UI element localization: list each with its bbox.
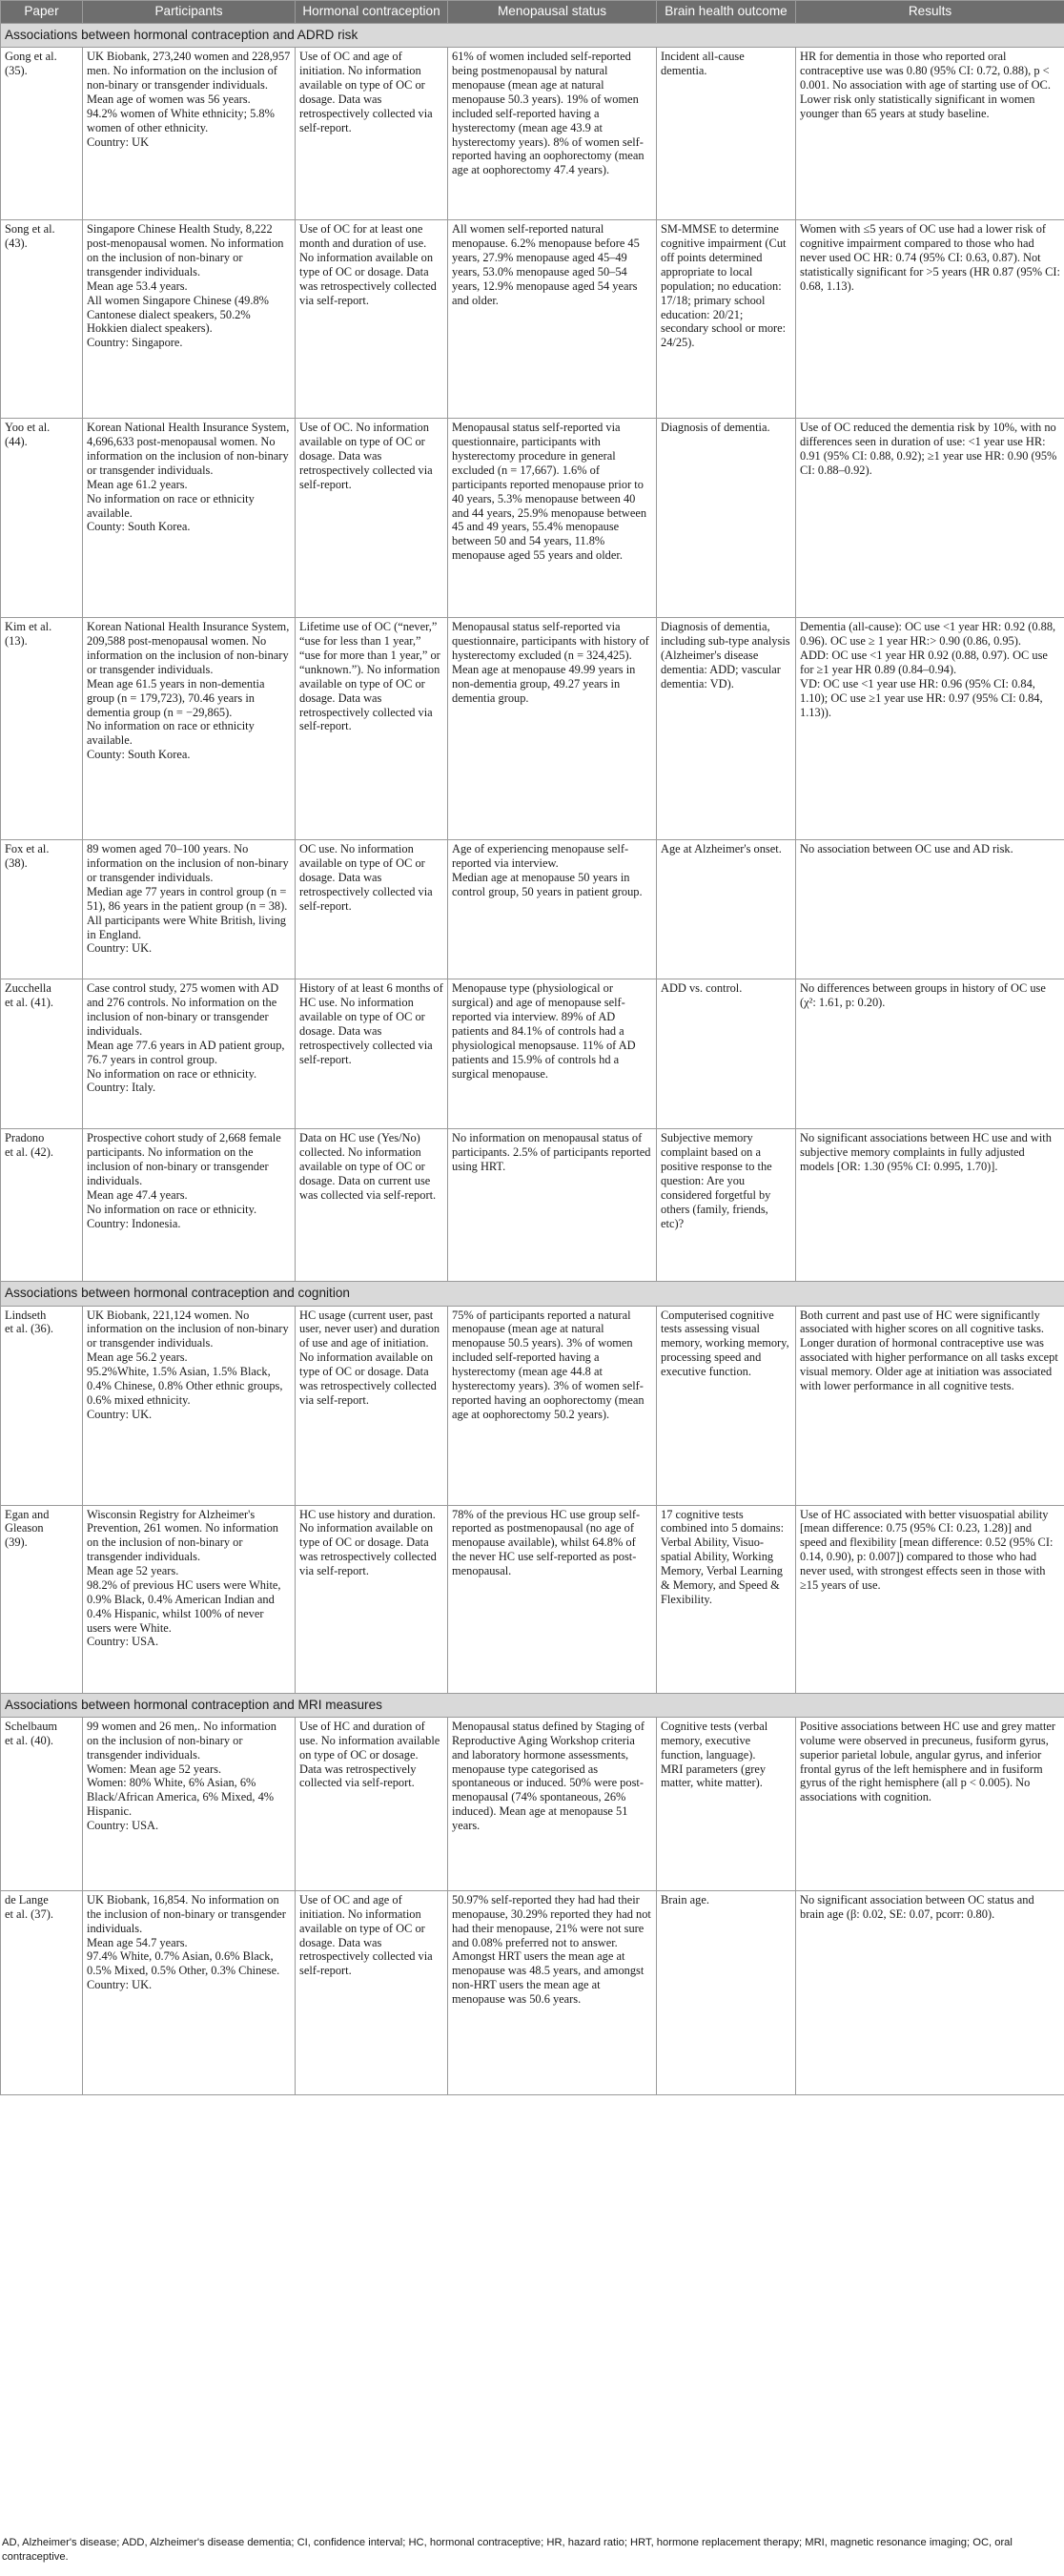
cell-text-line: No information on menopausal status of participants. 2.5% of participants reported using HRT.	[452, 1131, 651, 1174]
cell-text-line: Mean age 54.7 years.	[87, 1935, 188, 1949]
header-menopausal-status: Menopausal status	[448, 1, 657, 24]
cell-text-line: Computerised cognitive tests assessing visual memory, working memory, processing speed and executive function.	[661, 1308, 789, 1379]
paper-citation-line: (39).	[5, 1535, 28, 1550]
menopausal-status-cell	[448, 419, 657, 618]
table-row	[1, 1306, 1064, 1505]
cell-text-line: 95.2%White, 1.5% Asian, 1.5% Black, 0.4% Chinese, 0.8% Other ethnic groups, 0.6% mixed ethnicity.	[87, 1365, 283, 1407]
paper-cell	[1, 1306, 83, 1505]
hormonal-contraception-cell	[296, 48, 448, 220]
paper-citation-line: Schelbaum	[5, 1719, 58, 1733]
brain-health-outcome-cell	[657, 840, 796, 979]
cell-text-line: Mean age 77.6 years in AD patient group, 76.7 years in control group.	[87, 1038, 285, 1066]
cell-text-line: Women with ≤5 years of OC use had a lower risk of cognitive impairment compared to those who had never used OC HR: 0.74 (95% CI: 0.63, 0.87). Not statistically significant for >5 years (HR 0.87 (95% CI: 0.68, 1.13).	[800, 222, 1060, 293]
hormonal-contraception-cell	[296, 840, 448, 979]
table-row	[1, 979, 1064, 1129]
table-row	[1, 1717, 1064, 1890]
section-title: Associations between hormonal contraception and ADRD risk	[1, 23, 1064, 47]
menopausal-status-cell	[448, 1890, 657, 2094]
header-paper: Paper	[1, 1, 83, 24]
cell-text-line: 99 women and 26 men,. No information on the inclusion of non-binary or transgender individuals.	[87, 1719, 276, 1762]
results-cell	[796, 1505, 1064, 1693]
cell-text-line: Age at Alzheimer's onset.	[661, 842, 782, 856]
paper-citation-line: et al. (40).	[5, 1733, 53, 1747]
section-title: Associations between hormonal contraception and MRI measures	[1, 1693, 1064, 1717]
paper-citation-line: Pradono	[5, 1131, 45, 1145]
participants-cell	[83, 1505, 296, 1693]
paper-citation-line: et al. (41).	[5, 996, 53, 1010]
cell-text-line: UK Biobank, 221,124 women. No information on the inclusion of non-binary or transgender individuals.	[87, 1308, 289, 1350]
cell-text-line: Use of OC reduced the dementia risk by 10%, with no differences seen in duration of use: <1 year use HR: 0.91 (95% CI: 0.88, 0.92); ≥1 year use HR: 0.90 (95% CI: 0.88–0.92).	[800, 421, 1057, 477]
cell-text-line: Mean age of women was 56 years.	[87, 92, 251, 106]
table-footnote: AD, Alzheimer's disease; ADD, Alzheimer's disease dementia; CI, confidence interval; HC, hormonal contraceptive; HR, hazard ratio; HRT, hormone replacement therapy; MRI, magnetic resonance imaging; OC, oral contraceptive.	[2, 2537, 1013, 2563]
participants-cell	[83, 419, 296, 618]
cell-text-line: Case control study, 275 women with AD and 276 controls. No information on the inclusion of non-binary or transgender individuals.	[87, 981, 279, 1038]
cell-text-line: No significant associations between HC use and with subjective memory complaints in fully adjusted models [OR: 1.30 (95% CI: 0.995, 1.70)].	[800, 1131, 1052, 1174]
table-header-row	[1, 1, 1064, 24]
paper-citation-line: Fox et al.	[5, 842, 50, 856]
paper-citation-line: de Lange	[5, 1892, 49, 1906]
cell-text-line: All women self-reported natural menopause. 6.2% menopause before 45 years, 27.9% menopause aged 45–49 years, 53.0% menopause aged 50–54 years, 12.9% menopause aged 54 years and older.	[452, 222, 640, 307]
cell-text-line: Country: UK.	[87, 1407, 153, 1421]
hormonal-contraception-cell	[296, 220, 448, 419]
brain-health-outcome-cell	[657, 1505, 796, 1693]
cell-text-line: Both current and past use of HC were significantly associated with higher scores on all cognitive tasks. Longer duration of hormonal contraceptive use was associated with higher performance on all tasks except visual memory. Older age at initiation was associated with lower performance in all cognitive tests.	[800, 1308, 1058, 1392]
results-cell	[796, 1890, 1064, 2094]
menopausal-status-cell	[448, 220, 657, 419]
table-row	[1, 1129, 1064, 1282]
cell-text-line: Lifetime use of OC (“never,” “use for less than 1 year,” “use for more than 1 year,” or “unknown.”). No information available on type of OC or dosage. Data was retrospectively collected via self-report.	[299, 620, 440, 733]
cell-text-line: Mean age 53.4 years.	[87, 278, 188, 293]
table-row	[1, 840, 1064, 979]
cell-text-line: 94.2% women of White ethnicity; 5.8% women of other ethnicity.	[87, 106, 275, 134]
cell-text-line: Country: Singapore.	[87, 336, 183, 350]
cell-text-line: Country: UK	[87, 134, 150, 149]
results-cell	[796, 1717, 1064, 1890]
cell-text-line: Diagnosis of dementia, including sub-type analysis (Alzheimer's disease dementia: ADD; vascular dementia: VD).	[661, 620, 790, 690]
hormonal-contraception-cell	[296, 1306, 448, 1505]
cell-text-line: County: South Korea.	[87, 748, 191, 762]
header-results: Results	[796, 1, 1064, 24]
cell-text-line: No significant association between OC status and brain age (β: 0.02, SE: 0.07, pcorr: 0.80).	[800, 1892, 1034, 1921]
cell-text-line: 98.2% of previous HC users were White, 0.9% Black, 0.4% American Indian and 0.4% Hispanic, whilst 100% of never users were White.	[87, 1577, 281, 1635]
cell-text-line: Menopausal status defined by Staging of Reproductive Aging Workshop criteria and laboratory hormone assessments, menopause type categorised as spontaneous or induced. 50% were post-menopausal (74% spontaneous, 26% induced). Mean age at menopause 51 years.	[452, 1719, 645, 1833]
paper-citation-line: Song et al.	[5, 222, 55, 237]
cell-text-line: Menopausal status self-reported via questionnaire, participants with hysterectomy procedure in general excluded (n = 17,667). 1.6% of participants reported menopause prior to 40 years, 5.3% menopause between 40 and 44 years, 25.9% menopause between 45 and 49 years, 55.4% menopause between 50 and 54 years, 11.8% menopause aged 55 years and older.	[452, 421, 647, 563]
participants-cell	[83, 1306, 296, 1505]
cell-text-line: No differences between groups in history of OC use (χ²: 1.61, p: 0.20).	[800, 981, 1046, 1010]
brain-health-outcome-cell	[657, 1306, 796, 1505]
cell-text-line: OC use. No information available on type of OC or dosage. Data was retrospectively collected via self-report.	[299, 842, 433, 913]
paper-citation-line: (43).	[5, 237, 28, 251]
menopausal-status-cell	[448, 618, 657, 840]
cell-text-line: No association between OC use and AD risk.	[800, 842, 1013, 856]
table-row	[1, 419, 1064, 618]
cell-text-line: Median age at menopause 50 years in control group, 50 years in patient group.	[452, 871, 643, 898]
table-row	[1, 618, 1064, 840]
menopausal-status-cell	[448, 840, 657, 979]
cell-text-line: SM-MMSE to determine cognitive impairment (Cut off points determined appropriate to local population; no education: 17/18; primary school education: 20/21; secondary school or more: 24/25).	[661, 222, 787, 350]
cell-text-line: VD: OC use <1 year use HR: 0.96 (95% CI: 0.84, 1.10); OC use ≥1 year use HR: 0.97 (95% CI: 0.84, 1.13)).	[800, 676, 1043, 719]
cell-text-line: Mean age 47.4 years.	[87, 1187, 188, 1202]
cell-text-line: 75% of participants reported a natural menopause (mean age at natural menopause 50.5 years). 3% of women included self-reported having a hysterectomy (mean age 44.8 at hysterectomy years). 3% of women self-reported having an oophorectomy (mean age at oophorectomy 50.2 years).	[452, 1308, 645, 1421]
paper-citation-line: Gleason	[5, 1521, 44, 1535]
paper-cell	[1, 1129, 83, 1282]
cell-text-line: Country: Indonesia.	[87, 1216, 181, 1230]
cell-text-line: ADD: OC use <1 year HR 0.92 (0.88, 0.97). OC use for ≥1 year HR 0.89 (0.84–0.94).	[800, 649, 1048, 676]
cell-text-line: Diagnosis of dementia.	[661, 421, 770, 435]
table-body	[1, 23, 1064, 2094]
cell-text-line: All participants were White British, living in England.	[87, 913, 286, 941]
brain-health-outcome-cell	[657, 419, 796, 618]
paper-citation-line: et al. (36).	[5, 1322, 53, 1336]
cell-text-line: Country: UK.	[87, 941, 153, 956]
cell-text-line: Positive associations between HC use and grey matter volume were observed in precuneus, fusiform gyrus, superior parietal lobule, angular gyrus, and inferior frontal gyrus of the left hemisphere and in fusiform gyrus of the right hemisphere (all p < 0.005). No associations with cognition.	[800, 1719, 1056, 1804]
cell-text-line: No information on race or ethnicity.	[87, 1066, 257, 1081]
hormonal-contraception-cell	[296, 618, 448, 840]
results-cell	[796, 840, 1064, 979]
participants-cell	[83, 840, 296, 979]
hormonal-contraception-cell	[296, 1129, 448, 1282]
brain-health-outcome-cell	[657, 1717, 796, 1890]
cell-text-line: History of at least 6 months of HC use. No information available on type of OC or dosage. Data was retrospectively collected via self-report.	[299, 981, 443, 1066]
cell-text-line: Use of HC and duration of use. No information available on type of OC or dosage. Data was retrospectively collected via self-report.	[299, 1719, 440, 1790]
paper-cell	[1, 48, 83, 220]
cell-text-line: No information on race or ethnicity available.	[87, 719, 255, 748]
participants-cell	[83, 1717, 296, 1890]
paper-citation-line: et al. (42).	[5, 1145, 53, 1160]
results-cell	[796, 1129, 1064, 1282]
hormonal-contraception-cell	[296, 979, 448, 1129]
paper-citation-line: et al. (37).	[5, 1906, 53, 1921]
section-header-row	[1, 1693, 1064, 1717]
results-cell	[796, 48, 1064, 220]
cell-text-line: Use of HC associated with better visuospatial ability [mean difference: 0.75 (95% CI: 0.23, 1.28)] and speed and flexibility [mean difference: 0.52 (95% CI: 0.14, 0.90), p: 0.007]) compared to those who had never used, with strongest effects seen in those with ≥15 years of use.	[800, 1507, 1054, 1592]
paper-cell	[1, 1505, 83, 1693]
cell-text-line: County: South Korea.	[87, 520, 191, 534]
paper-cell	[1, 979, 83, 1129]
cell-text-line: Age of experiencing menopause self-reported via interview.	[452, 842, 629, 871]
cell-text-line: Women: Mean age 52 years.	[87, 1762, 222, 1776]
menopausal-status-cell	[448, 1505, 657, 1693]
paper-cell	[1, 419, 83, 618]
cell-text-line: Mean age 61.5 years in non-dementia group (n = 179,723), 70.46 years in dementia group (n = −29,865).	[87, 676, 265, 719]
menopausal-status-cell	[448, 1306, 657, 1505]
cell-text-line: 61% of women included self-reported being postmenopausal by natural menopause (mean age at natural menopause 50.3 years). 19% of women included self-reported having a hysterectomy (mean age 43.9 at hysterectomy years). 8% of women self-reported having an oophorectomy (mean age at oophorectomy 47.4 years).	[452, 50, 645, 177]
hormonal-contraception-cell	[296, 1890, 448, 2094]
hormonal-contraception-cell	[296, 1717, 448, 1890]
header-participants: Participants	[83, 1, 296, 24]
cell-text-line: 17 cognitive tests combined into 5 domains: Verbal Ability, Visuo-spatial Ability, Working Memory, Verbal Learning & Memory, and Speed & Flexibility.	[661, 1507, 785, 1606]
cell-text-line: Korean National Health Insurance System, 209,588 post-menopausal women. No information on the inclusion of non-binary or transgender individuals.	[87, 620, 290, 676]
cell-text-line: UK Biobank, 16,854. No information on the inclusion of non-binary or transgender individuals.	[87, 1892, 286, 1935]
cell-text-line: Mean age 56.2 years.	[87, 1350, 188, 1365]
results-cell	[796, 618, 1064, 840]
cell-text-line: Country: UK.	[87, 1978, 153, 1992]
cell-text-line: No information on race or ethnicity available.	[87, 491, 255, 520]
cell-text-line: Use of OC and age of initiation. No information available on type of OC or dosage. Data was retrospectively collected via self-report.	[299, 50, 433, 134]
section-header-row	[1, 1282, 1064, 1306]
paper-citation-line: Zucchella	[5, 981, 51, 996]
cell-text-line: Women: 80% White, 6% Asian, 6% Black/African America, 6% Mixed, 4% Hispanic.	[87, 1776, 275, 1819]
table-row	[1, 48, 1064, 220]
brain-health-outcome-cell	[657, 1890, 796, 2094]
cell-text-line: 97.4% White, 0.7% Asian, 0.6% Black, 0.5% Mixed, 0.5% Other, 0.3% Chinese.	[87, 1949, 280, 1978]
cell-text-line: Country: USA.	[87, 1635, 159, 1649]
participants-cell	[83, 979, 296, 1129]
brain-health-outcome-cell	[657, 220, 796, 419]
brain-health-outcome-cell	[657, 48, 796, 220]
cell-text-line: UK Biobank, 273,240 women and 228,957 men. No information on the inclusion of non-binary or transgender individuals.	[87, 50, 291, 93]
menopausal-status-cell	[448, 48, 657, 220]
cell-text-line: Brain age.	[661, 1892, 709, 1906]
brain-health-outcome-cell	[657, 618, 796, 840]
hormonal-contraception-cell	[296, 419, 448, 618]
cell-text-line: HR for dementia in those who reported oral contraceptive use was 0.80 (95% CI: 0.72, 0.88), p < 0.001. No association with age of starting use of OC. Lower risk only statistically significant in women younger than 65 years at study baseline.	[800, 50, 1051, 120]
cell-text-line: Use of OC. No information available on type of OC or dosage. Data was retrospectively collected via self-report.	[299, 421, 433, 491]
participants-cell	[83, 1890, 296, 2094]
results-cell	[796, 220, 1064, 419]
brain-health-outcome-cell	[657, 979, 796, 1129]
paper-citation-line: Kim et al.	[5, 620, 52, 634]
cell-text-line: Menopausal status self-reported via questionnaire, participants with history of hysterectomy excluded (n = 324,425). Mean age at menopause 49.99 years in non-dementia group, 49.27 years in dementia group.	[452, 620, 649, 705]
paper-cell	[1, 1717, 83, 1890]
cell-text-line: Mean age 61.2 years.	[87, 477, 188, 491]
paper-cell	[1, 618, 83, 840]
brain-health-outcome-cell	[657, 1129, 796, 1282]
paper-citation-line: (44).	[5, 435, 28, 449]
results-cell	[796, 419, 1064, 618]
cell-text-line: All women Singapore Chinese (49.8% Cantonese dialect speakers, 50.2% Hokkien dialect speakers).	[87, 293, 269, 336]
cell-text-line: Median age 77 years in control group (n = 51), 86 years in the patient group (n = 38).	[87, 884, 288, 913]
table-row	[1, 1505, 1064, 1693]
cell-text-line: Incident all-cause dementia.	[661, 50, 745, 78]
cell-text-line: MRI parameters (grey matter, white matter).	[661, 1762, 767, 1790]
table-row	[1, 220, 1064, 419]
cell-text-line: No information on race or ethnicity.	[87, 1202, 257, 1216]
cell-text-line: Mean age 52 years.	[87, 1564, 179, 1578]
cell-text-line: Subjective memory complaint based on a positive response to the question: Are you considered forgetful by others (family, friends, etc)?	[661, 1131, 772, 1230]
menopausal-status-cell	[448, 979, 657, 1129]
paper-citation-line: (38).	[5, 856, 28, 871]
cell-text-line: Menopause type (physiological or surgical) and age of menopause self-reported via interview. 89% of AD patients and 84.1% of controls had a physiological menopsause. 11% of AD patients and 15.9% of controls hd a surgical menopause.	[452, 981, 636, 1081]
cell-text-line: Singapore Chinese Health Study, 8,222 post-menopausal women. No information on the inclusion of non-binary or transgender individuals.	[87, 222, 284, 278]
hormonal-contraception-cell	[296, 1505, 448, 1693]
cell-text-line: HC usage (current user, past user, never user) and duration of use and age of initiation. No information available on type of OC or dosage. Data was retrospectively collected via self-report.	[299, 1308, 440, 1407]
cell-text-line: ADD vs. control.	[661, 981, 743, 996]
cell-text-line: Cognitive tests (verbal memory, executive function, language).	[661, 1719, 768, 1762]
cell-text-line: 89 women aged 70–100 years. No information on the inclusion of non-binary or transgender individuals.	[87, 842, 289, 885]
cell-text-line: Use of OC and age of initiation. No information available on type of OC or dosage. Data was retrospectively collected via self-report.	[299, 1892, 433, 1978]
section-title: Associations between hormonal contraception and cognition	[1, 1282, 1064, 1306]
participants-cell	[83, 1129, 296, 1282]
menopausal-status-cell	[448, 1717, 657, 1890]
paper-citation-line: (13).	[5, 634, 28, 649]
paper-citation-line: Lindseth	[5, 1308, 47, 1322]
cell-text-line: HC use history and duration. No information available on type of OC or dosage. Data was retrospectively collected via self-report.	[299, 1507, 437, 1578]
paper-cell	[1, 220, 83, 419]
paper-citation-line: (35).	[5, 64, 28, 78]
participants-cell	[83, 618, 296, 840]
cell-text-line: 50.97% self-reported they had had their menopause, 30.29% reported they had not had their menopause, 21% were not sure and 0.08% preferred not to answer. Amongst HRT users the mean age at menopause was 48.5 years, and amongst non-HRT users the mean age at menopause was 50.6 years.	[452, 1892, 651, 2007]
paper-cell	[1, 1890, 83, 2094]
participants-cell	[83, 220, 296, 419]
cell-text-line: 78% of the previous HC use group self-reported as postmenopausal (no age of menopause available), whilst 64.8% of the never HC use self-reported as post-menopausal.	[452, 1507, 641, 1578]
cell-text-line: Use of OC for at least one month and duration of use. No information available on type of OC or dosage. Data was retrospectively collected via self-report.	[299, 222, 437, 307]
header-hormonal-contraception: Hormonal contraception	[296, 1, 448, 24]
cell-text-line: Data on HC use (Yes/No) collected. No information available on type of OC or dosage. Data on current use was collected via self-report.	[299, 1131, 437, 1202]
paper-cell	[1, 840, 83, 979]
cell-text-line: Dementia (all-cause): OC use <1 year HR: 0.92 (0.88, 0.96). OC use ≥ 1 year HR:> 0.90 (0.86, 0.95).	[800, 620, 1056, 649]
table-row	[1, 1890, 1064, 2094]
paper-citation-line: Egan and	[5, 1507, 50, 1521]
cell-text-line: Country: Italy.	[87, 1081, 156, 1095]
cell-text-line: Country: USA.	[87, 1819, 159, 1833]
results-cell	[796, 1306, 1064, 1505]
section-header-row	[1, 23, 1064, 47]
cell-text-line: Prospective cohort study of 2,668 female participants. No information on the inclusion of non-binary or transgender individuals.	[87, 1131, 281, 1187]
paper-citation-line: Yoo et al.	[5, 421, 51, 435]
cell-text-line: Wisconsin Registry for Alzheimer's Prevention, 261 women. No information on the inclusion of non-binary or transgender individuals.	[87, 1507, 278, 1564]
cell-text-line: Korean National Health Insurance System, 4,696,633 post-menopausal women. No information on the inclusion of non-binary or transgender individuals.	[87, 421, 290, 477]
paper-citation-line: Gong et al.	[5, 50, 57, 64]
menopausal-status-cell	[448, 1129, 657, 1282]
results-cell	[796, 979, 1064, 1129]
participants-cell	[83, 48, 296, 220]
header-brain-health-outcome: Brain health outcome	[657, 1, 796, 24]
